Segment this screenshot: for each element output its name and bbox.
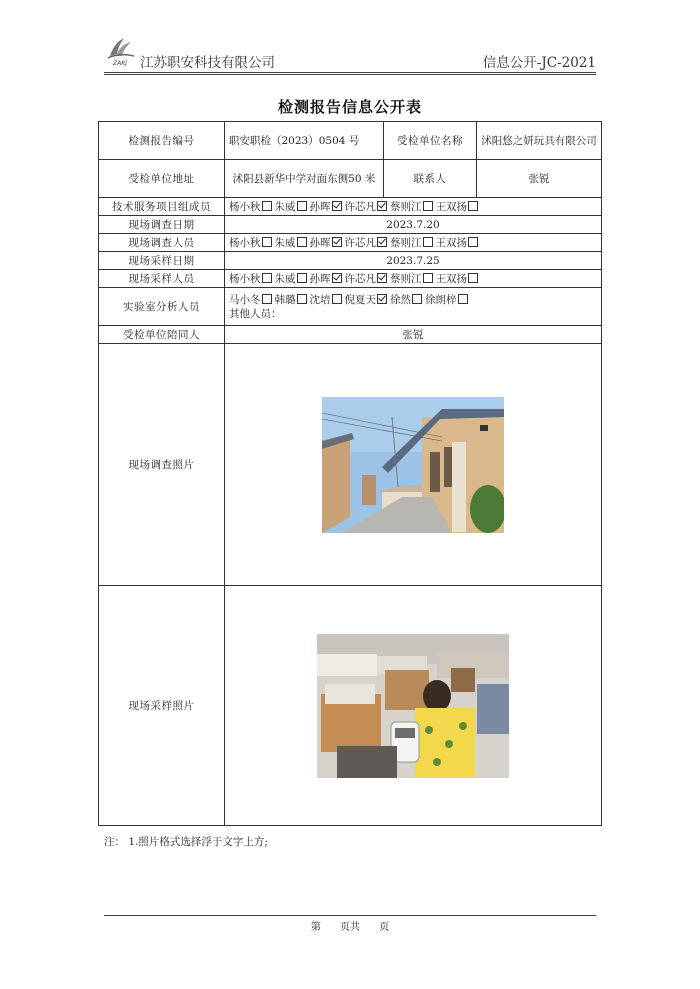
checked-box-icon bbox=[377, 294, 387, 304]
unchecked-box-icon bbox=[262, 201, 272, 211]
report-no-value: 职安职检（2023）0504 号 bbox=[225, 122, 384, 160]
person-item bbox=[229, 294, 275, 306]
table-row bbox=[99, 122, 602, 160]
survey-staff bbox=[225, 234, 602, 252]
person-name: 沈培 bbox=[309, 293, 331, 306]
svg-text:ZAKJ: ZAKJ bbox=[113, 60, 127, 67]
survey-photo-cell bbox=[225, 344, 602, 586]
sampling-date-label: 现场采样日期 bbox=[99, 252, 225, 270]
checked-box-icon bbox=[377, 273, 387, 283]
report-info-table bbox=[98, 121, 602, 826]
person-name: 朱威 bbox=[274, 200, 296, 213]
person-item bbox=[390, 273, 436, 285]
unchecked-box-icon bbox=[468, 273, 478, 283]
person-item bbox=[310, 237, 345, 249]
person-item bbox=[436, 201, 482, 213]
unchecked-box-icon bbox=[297, 237, 307, 247]
table-row bbox=[99, 252, 602, 270]
person-name: 倪夏天 bbox=[344, 293, 376, 306]
sampling-staff bbox=[225, 270, 602, 288]
person-item bbox=[425, 294, 471, 306]
table-row bbox=[99, 344, 602, 586]
checked-box-icon bbox=[377, 201, 387, 211]
lab-staff-cell bbox=[225, 288, 602, 326]
lab-staff-label: 实验室分析人员 bbox=[99, 288, 225, 326]
table-row bbox=[99, 216, 602, 234]
table-row bbox=[99, 198, 602, 216]
sampling-photo bbox=[317, 634, 509, 778]
person-name: 许芯凡 bbox=[344, 200, 376, 213]
sampling-photo-label: 现场采样照片 bbox=[99, 586, 225, 826]
unchecked-box-icon bbox=[297, 294, 307, 304]
person-name: 朱威 bbox=[274, 236, 296, 249]
survey-date-label: 现场调查日期 bbox=[99, 216, 225, 234]
person-name: 马小冬 bbox=[229, 293, 261, 306]
page-title: 检测报告信息公开表 bbox=[277, 98, 422, 116]
team-members bbox=[225, 198, 602, 216]
header-divider-bottom bbox=[104, 74, 596, 75]
unchecked-box-icon bbox=[423, 273, 433, 283]
person-name: 徐朗梓 bbox=[425, 293, 457, 306]
address-label: 受检单位地址 bbox=[99, 160, 225, 198]
lab-staff-list bbox=[229, 293, 597, 307]
survey-photo-label: 现场调查照片 bbox=[99, 344, 225, 586]
team-label: 技术服务项目组成员 bbox=[99, 198, 225, 216]
survey-staff-label: 现场调查人员 bbox=[99, 234, 225, 252]
person-item bbox=[310, 201, 345, 213]
sampling-photo-cell bbox=[225, 586, 602, 826]
sampling-staff-label: 现场采样人员 bbox=[99, 270, 225, 288]
person-name: 王双扬 bbox=[435, 200, 467, 213]
person-name: 徐然 bbox=[390, 293, 411, 306]
report-no-label: 检测报告编号 bbox=[99, 122, 225, 160]
unchecked-box-icon bbox=[262, 237, 272, 247]
person-item bbox=[275, 273, 310, 285]
person-name: 朱威 bbox=[274, 272, 296, 285]
person-item bbox=[390, 201, 436, 213]
person-item bbox=[275, 294, 310, 306]
unchecked-box-icon bbox=[458, 294, 468, 304]
header-divider-top bbox=[104, 72, 596, 73]
person-item bbox=[345, 294, 391, 306]
checked-box-icon bbox=[332, 201, 342, 211]
unchecked-box-icon bbox=[468, 237, 478, 247]
footer-page-end: 页 bbox=[379, 922, 390, 933]
lab-other-label: 其他人员： bbox=[229, 307, 282, 320]
contact-label: 联系人 bbox=[384, 160, 477, 198]
unchecked-box-icon bbox=[262, 294, 272, 304]
unchecked-box-icon bbox=[297, 201, 307, 211]
person-name: 杨小秋 bbox=[229, 272, 261, 285]
table-row bbox=[99, 160, 602, 198]
person-name: 蔡则江 bbox=[390, 236, 422, 249]
person-item bbox=[275, 237, 310, 249]
unit-name-value: 沭阳悠之妍玩具有限公司 bbox=[477, 122, 602, 160]
person-name: 孙晖 bbox=[309, 200, 331, 213]
company-name: 江苏职安科技有限公司 bbox=[140, 55, 275, 71]
contact-value: 张锐 bbox=[477, 160, 602, 198]
table-row bbox=[99, 586, 602, 826]
unchecked-box-icon bbox=[297, 273, 307, 283]
footer-page-mid: 页共 bbox=[340, 922, 360, 933]
person-name: 许芯凡 bbox=[344, 236, 376, 249]
document-code: 信息公开-JC-2021 bbox=[482, 55, 596, 71]
person-name: 王双扬 bbox=[435, 236, 467, 249]
person-item bbox=[310, 294, 345, 306]
unchecked-box-icon bbox=[423, 237, 433, 247]
unchecked-box-icon bbox=[423, 201, 433, 211]
person-name: 孙晖 bbox=[309, 236, 331, 249]
table-row bbox=[99, 234, 602, 252]
person-item bbox=[436, 237, 482, 249]
person-item bbox=[229, 237, 275, 249]
note-text: 注： 1.照片格式选择浮于文字上方; bbox=[104, 836, 268, 848]
company-logo bbox=[104, 34, 138, 68]
unchecked-box-icon bbox=[412, 294, 422, 304]
survey-date-value: 2023.7.20 bbox=[225, 216, 602, 234]
footer-divider bbox=[104, 915, 596, 916]
checked-box-icon bbox=[332, 273, 342, 283]
escort-value: 张锐 bbox=[225, 326, 602, 344]
person-item bbox=[436, 273, 482, 285]
person-item bbox=[229, 273, 275, 285]
person-name: 杨小秋 bbox=[229, 200, 261, 213]
person-item bbox=[390, 237, 436, 249]
person-name: 孙晖 bbox=[309, 272, 331, 285]
person-item bbox=[229, 201, 275, 213]
checked-box-icon bbox=[332, 237, 342, 247]
person-item bbox=[310, 273, 345, 285]
table-row bbox=[99, 326, 602, 344]
escort-label: 受检单位陪同人 bbox=[99, 326, 225, 344]
table-row bbox=[99, 288, 602, 326]
person-item bbox=[390, 294, 425, 306]
person-item bbox=[345, 273, 391, 285]
page-header bbox=[104, 34, 596, 72]
person-name: 杨小秋 bbox=[229, 236, 261, 249]
unchecked-box-icon bbox=[468, 201, 478, 211]
page-footer bbox=[0, 918, 700, 933]
person-name: 蔡则江 bbox=[390, 272, 422, 285]
unchecked-box-icon bbox=[262, 273, 272, 283]
survey-photo bbox=[322, 397, 504, 533]
checked-box-icon bbox=[377, 237, 387, 247]
sampling-date-value: 2023.7.25 bbox=[225, 252, 602, 270]
footer-page-label: 第 bbox=[310, 922, 321, 933]
table-row bbox=[99, 270, 602, 288]
person-name: 王双扬 bbox=[435, 272, 467, 285]
unchecked-box-icon bbox=[332, 294, 342, 304]
person-name: 蔡则江 bbox=[390, 200, 422, 213]
person-item bbox=[345, 201, 391, 213]
person-name: 许芯凡 bbox=[344, 272, 376, 285]
person-item bbox=[275, 201, 310, 213]
address-value: 沭阳县新华中学对面东侧50 米 bbox=[225, 160, 384, 198]
person-name: 韩璐 bbox=[274, 293, 296, 306]
person-item bbox=[345, 237, 391, 249]
unit-name-label: 受检单位名称 bbox=[384, 122, 477, 160]
